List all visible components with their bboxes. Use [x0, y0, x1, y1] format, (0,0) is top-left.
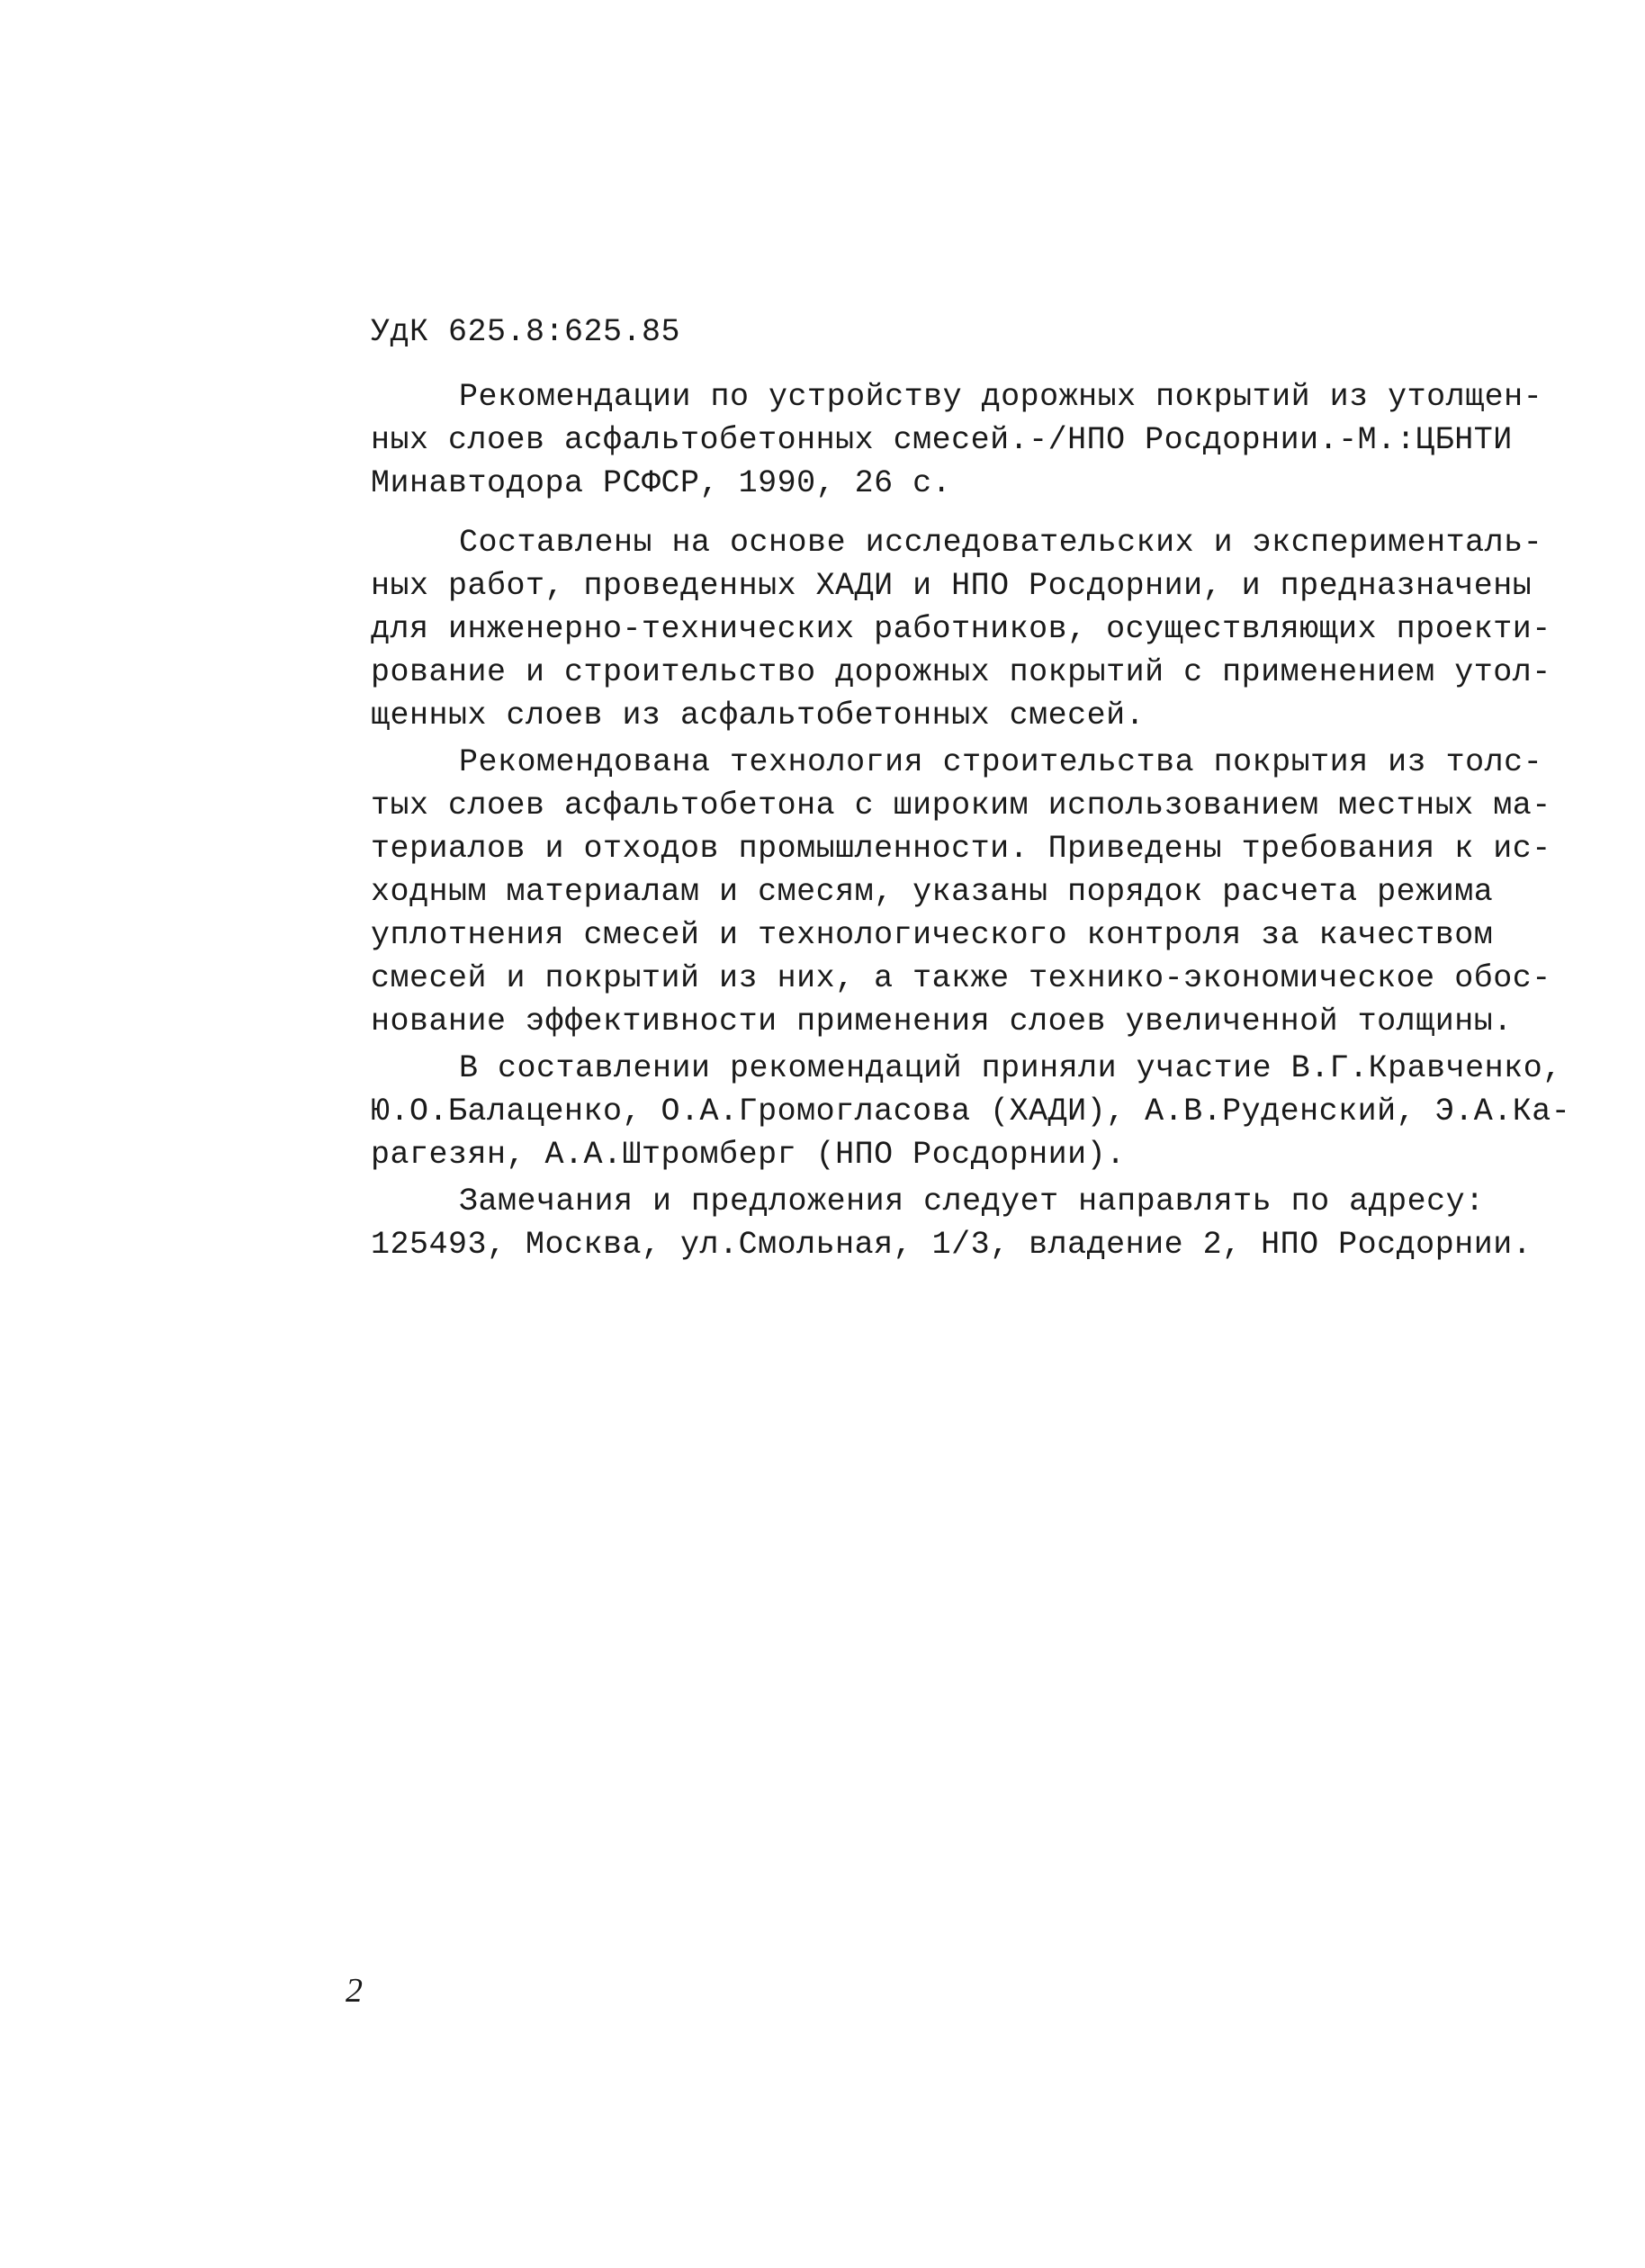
purpose-paragraph	[371, 521, 1551, 737]
text-line: Ю.О.Балаценко, О.А.Громогласова (ХАДИ), А.В.Руденский, Э.А.Ка-	[371, 1094, 1571, 1130]
bibliographic-reference	[371, 375, 1543, 505]
text-line: ных слоев асфальтобетонных смесей.-/НПО Росдорнии.-М.:ЦБНТИ	[371, 422, 1513, 458]
text-line: смесей и покрытий из них, а также технико-экономическое обос-	[371, 960, 1551, 996]
text-line: В составлении рекомендаций приняли участие В.Г.Кравченко,	[459, 1050, 1562, 1086]
text-line: териалов и отходов промышленности. Приведены требования к ис-	[371, 831, 1551, 867]
udk-code: УдК 625.8:625.85	[371, 314, 681, 350]
authors-paragraph	[371, 1047, 1571, 1176]
text-line: ходным материалам и смесям, указаны порядок расчета режима	[371, 874, 1494, 910]
text-line: Замечания и предложения следует направлять по адресу:	[459, 1184, 1485, 1220]
text-line: тых слоев асфальтобетона с широким использованием местных ма-	[371, 788, 1551, 824]
contact-paragraph	[371, 1180, 1533, 1266]
text-line: уплотнения смесей и технологического контроля за качеством	[371, 917, 1494, 953]
text-line: для инженерно-технических работников, осуществляющих проекти-	[371, 611, 1551, 647]
text-line: ных работ, проведенных ХАДИ и НПО Росдорнии, и предназначены	[371, 568, 1533, 604]
text-line: Минавтодора РСФСР, 1990, 26 с.	[371, 465, 952, 501]
technology-paragraph	[371, 741, 1551, 1043]
text-line: щенных слоев из асфальтобетонных смесей.	[371, 698, 1146, 734]
text-line: Рекомендована технология строительства покрытия из толс-	[459, 744, 1543, 780]
text-line: рагезян, А.А.Штромберг (НПО Росдорнии).	[371, 1137, 1126, 1173]
address-line: 125493, Москва, ул.Смольная, 1/3, владение 2, НПО Росдорнии.	[371, 1227, 1533, 1263]
page-number: 2	[346, 1972, 363, 2010]
text-line: нование эффективности применения слоев увеличенной толщины.	[371, 1004, 1513, 1040]
annotation-text	[371, 310, 1571, 1266]
text-line: Составлены на основе исследовательских и эксперименталь-	[459, 525, 1543, 561]
text-line: рование и строительство дорожных покрытий с применением утол-	[371, 654, 1551, 690]
text-line: Рекомендации по устройству дорожных покрытий из утолщен-	[459, 379, 1543, 415]
